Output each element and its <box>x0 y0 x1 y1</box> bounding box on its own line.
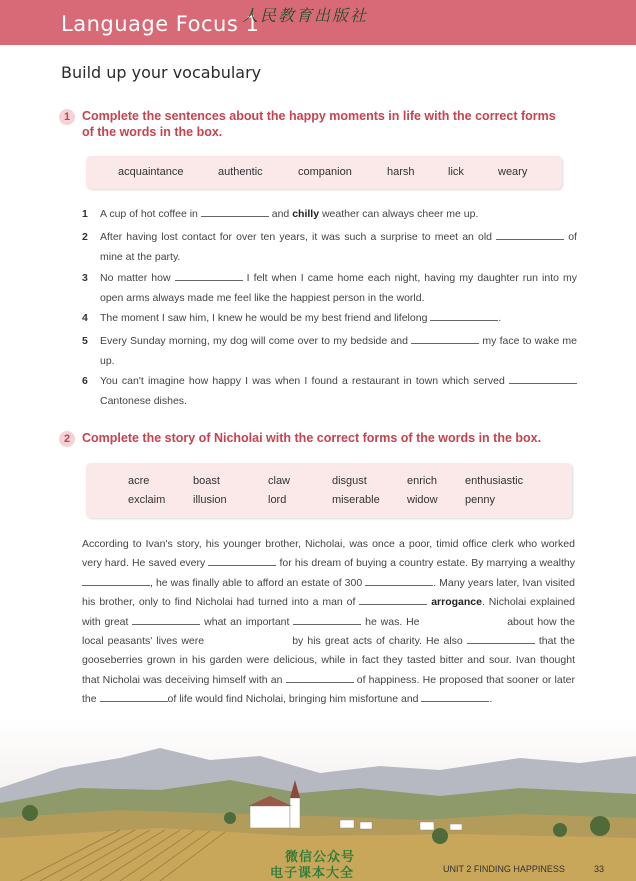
word: exclaim <box>128 494 166 506</box>
exercise-1-instruction <box>82 108 556 140</box>
word-box-1 <box>86 156 562 189</box>
bold-word: arrogance <box>431 596 482 609</box>
word: lick <box>448 166 464 178</box>
list-item <box>82 268 577 308</box>
story-text: . <box>489 693 493 706</box>
story-text: . Nicholai explained with great <box>82 596 576 628</box>
answer-blank[interactable] <box>359 594 427 605</box>
story-text: of life would find Nicholai, bringing him misfortune and <box>167 693 419 706</box>
item-text: of mine at the party. <box>100 231 577 263</box>
exercise-2-number: 2 <box>59 431 75 447</box>
answer-blank[interactable] <box>132 614 200 625</box>
answer-blank[interactable] <box>467 633 535 644</box>
item-number: 3 <box>82 272 88 284</box>
page-title: Language Focus 1 <box>61 12 260 36</box>
list-item <box>82 227 577 267</box>
item-text: weather can always cheer me up. <box>321 208 479 220</box>
answer-blank[interactable] <box>201 206 269 217</box>
answer-blank[interactable] <box>509 373 577 384</box>
item-text: A cup of hot coffee in <box>100 208 198 220</box>
story-text: of happiness. He proposed that sooner or later the <box>82 673 575 706</box>
story-text: for his dream of buying a country estate. By marrying a wealthy <box>279 557 576 570</box>
item-text: No matter how <box>100 272 171 284</box>
list-item <box>82 331 577 371</box>
word: authentic <box>218 166 263 178</box>
unit-footer: UNIT 2 FINDING HAPPINESS <box>443 864 565 874</box>
item-text: my face to wake me up. <box>100 335 577 367</box>
answer-blank[interactable] <box>421 691 489 702</box>
word: companion <box>298 166 352 178</box>
word: disgust <box>332 475 367 487</box>
story-paragraph <box>82 535 575 710</box>
item-number: 5 <box>82 335 88 347</box>
answer-blank[interactable] <box>82 575 150 586</box>
word-box-2 <box>86 463 572 518</box>
story-text: what an important <box>204 615 290 628</box>
story-text: about how the local peasants' lives were <box>82 615 576 648</box>
answer-blank[interactable] <box>175 270 243 281</box>
section-title: Build up your vocabulary <box>61 63 262 82</box>
word: miserable <box>332 494 380 506</box>
item-text: The moment I saw him, I knew he would be my best friend and lifelong <box>100 312 428 324</box>
story-text: he was. He <box>365 615 420 628</box>
word: weary <box>498 166 528 178</box>
list-item <box>82 308 577 328</box>
word: claw <box>268 475 291 487</box>
item-number: 6 <box>82 375 88 387</box>
word: acquaintance <box>118 166 184 178</box>
exercise-2-instruction: Complete the story of Nicholai with the correct forms of the words in the box. <box>82 431 542 445</box>
answer-blank[interactable] <box>430 310 498 321</box>
instruction-line-2: of the words in the box. <box>82 125 223 139</box>
story-text: According to Ivan's story, his younger brother, Nicholai, was once a poor, timid office clerk who worked very hard. He saved every <box>82 538 575 570</box>
story-text: , he was finally able to afford an estate of 300 <box>150 576 363 589</box>
item-text: . <box>498 312 502 324</box>
item-number: 4 <box>82 312 88 324</box>
item-text: and <box>271 208 290 220</box>
list-item <box>82 371 577 411</box>
answer-blank[interactable] <box>293 614 361 625</box>
publisher-logo: 人民教育出版社 <box>242 6 369 25</box>
answer-blank[interactable] <box>286 672 354 683</box>
word: boast <box>193 475 220 487</box>
item-text: Every Sunday morning, my dog will come over to my bedside and <box>100 335 408 347</box>
word: penny <box>465 494 495 506</box>
instruction-line-1: Complete the sentences about the happy moments in life with the correct forms <box>82 109 556 123</box>
header-bar <box>0 0 636 45</box>
answer-blank[interactable] <box>100 691 168 702</box>
story-text: . Many years later, Ivan visited his brother, only to find Nicholai had turned into a man of <box>82 576 575 609</box>
word: illusion <box>193 494 227 506</box>
answer-blank[interactable] <box>365 575 433 586</box>
bold-word: chilly <box>292 208 320 220</box>
item-text: You can't imagine how happy I was when I found a restaurant in town which served <box>100 375 505 387</box>
watermark-line-2: 电子课本大全 <box>270 865 355 880</box>
item-text: Cantonese dishes. <box>100 395 187 407</box>
answer-blank[interactable] <box>411 333 479 344</box>
item-number: 2 <box>82 231 88 243</box>
word: enrich <box>407 475 437 487</box>
exercise-1-number: 1 <box>59 109 75 125</box>
story-text: by his great acts of charity. He also <box>292 635 463 648</box>
word: harsh <box>387 166 415 178</box>
answer-blank[interactable] <box>208 555 276 566</box>
story-text: that the gooseberries grown in his garden were delicious, while in fact they tasted bitter and sour. Ivan thought that Nicholai was deceiving himself with an <box>82 635 575 686</box>
item-text: I felt when I came home each night, having my daughter run into my open arms always made me feel like the happiest person in the world. <box>100 272 577 304</box>
word: enthusiastic <box>465 475 524 487</box>
list-item <box>82 204 577 224</box>
word: lord <box>268 494 287 506</box>
item-text: After having lost contact for over ten years, it was such a surprise to meet an old <box>100 231 492 243</box>
word: acre <box>128 475 150 487</box>
word: widow <box>407 494 438 506</box>
item-number: 1 <box>82 208 88 220</box>
answer-blank[interactable] <box>496 229 564 240</box>
watermark-line-1: 微信公众号 <box>285 849 356 864</box>
page-number: 33 <box>594 864 605 874</box>
